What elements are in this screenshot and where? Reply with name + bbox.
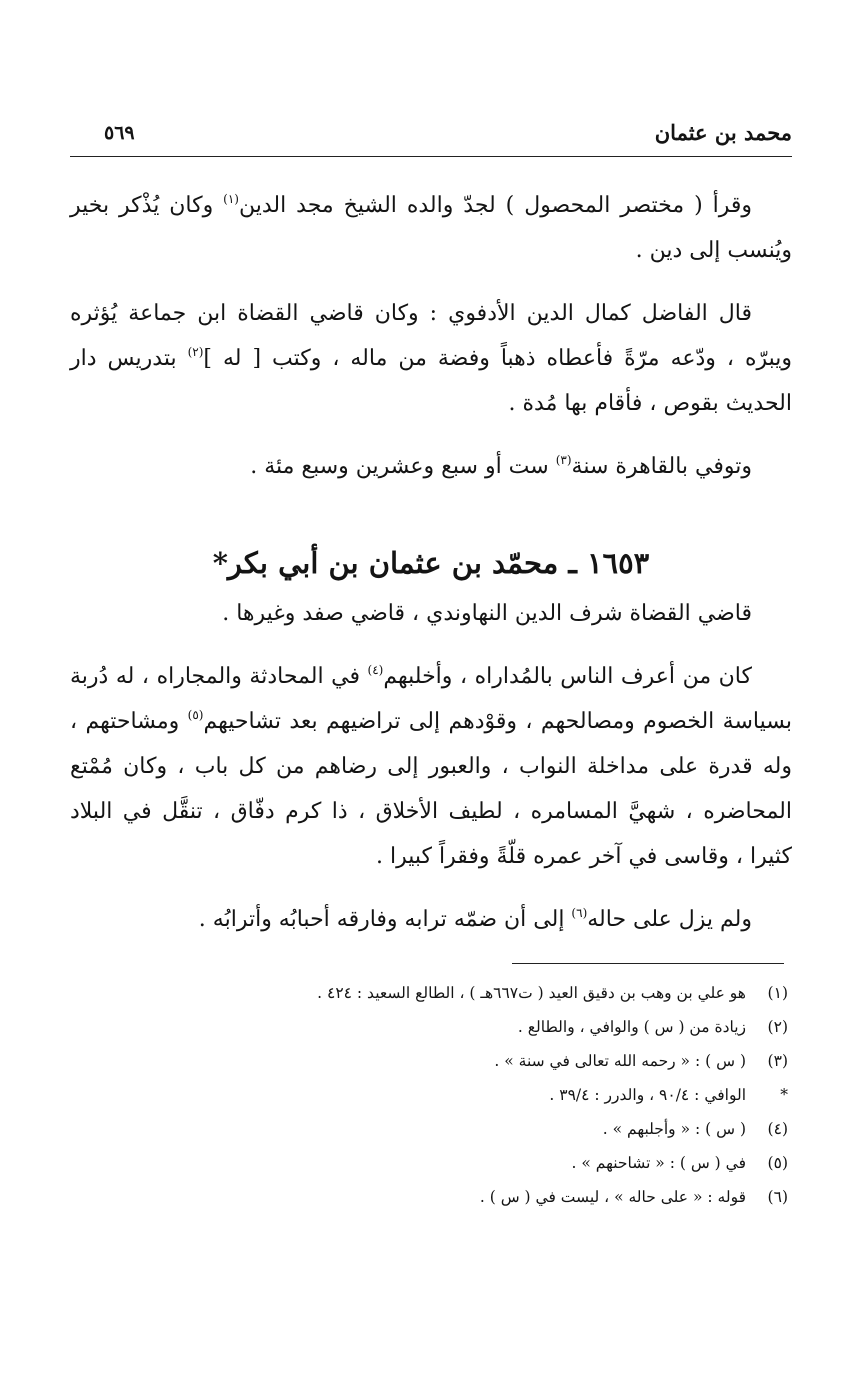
text-segment: بتدريس دار الحديث بقوص ، فأقام بها مُدة . — [70, 346, 792, 416]
footnote-marker: (٤) — [767, 1120, 788, 1138]
footnote-marker: (٢) — [767, 1018, 788, 1036]
footnote-marker: (١) — [767, 984, 788, 1002]
footnote-separator — [512, 963, 784, 964]
footnote-marker: (٣) — [767, 1052, 788, 1070]
footnote-text: في ( س ) : « تشاحنهم » . — [571, 1154, 746, 1172]
footnote-source — [70, 1078, 792, 1112]
footnote-marker: (٦) — [767, 1188, 788, 1206]
entry-title: ١٦٥٣ ـ محمّد بن عثمان بن أبي بكر — [227, 546, 650, 580]
text-segment: إلى أن ضمّه ترابه وفارقه أحبابُه وأترابُه . — [198, 907, 572, 932]
footnote-list — [70, 976, 792, 1214]
footnote-text: هو علي بن وهب بن دقيق العيد ( ت٦٦٧هـ ) ، الطالع السعيد : ٤٢٤ . — [317, 984, 746, 1002]
text-segment: ولم يزل على حاله — [587, 907, 752, 932]
text-segment: كان من أعرف الناس بالمُداراه ، وأخلبهم — [383, 664, 752, 689]
paragraph-continuation-2 — [70, 291, 792, 426]
page-header — [70, 118, 792, 157]
footnote-ref-6: (٦) — [571, 906, 588, 920]
footnote-ref-2: (٢) — [187, 345, 204, 359]
text-segment: قال الفاضل كمال الدين الأدفوي : وكان قاضي القضاة ابن جماعة يُؤثره ويبرّه ، ودّعه مرّةً فأعطاه ذهباً وفضة من ماله ، وكتب [ له ] — [70, 301, 793, 371]
text-segment: في المحادثة والمجاراه ، له دُربة بسياسة الخصوم ومصالحهم ، وقوْدهم إلى تراضيهم بعد تشاحيهم — [70, 664, 792, 734]
footnote-3 — [70, 1044, 792, 1078]
text-segment: ست أو سبع وعشرين وسبع مئة . — [250, 454, 556, 479]
footnote-6 — [70, 1180, 792, 1214]
entry-paragraph-1: قاضي القضاة شرف الدين النهاوندي ، قاضي صفد وغيرها . — [222, 601, 752, 626]
running-title: محمد بن عثمان — [654, 120, 792, 145]
footnote-marker: (٥) — [767, 1154, 788, 1172]
entry-paragraph-3 — [70, 897, 792, 942]
footnote-text: قوله : « على حاله » ، ليست في ( س ) . — [479, 1188, 746, 1206]
paragraph-continuation-1 — [70, 183, 792, 273]
text-segment: ومشاحتهم ، وله قدرة على مداخلة النواب ، والعبور إلى رضاهم من كل باب ، وكان مُمْتع المحاضره ، شهيَّ المسامره ، لطيف الأخلاق ، ذا كرم دفّاق ، تنقَّل في البلاد كثيرا ، وقاسى في آخر عمره قلّةً وفقراً كبيرا . — [70, 709, 792, 869]
footnote-text: ( س ) : « رحمه الله تعالى في سنة » . — [494, 1052, 746, 1070]
footnote-ref-1: (١) — [223, 192, 239, 206]
footnote-text: الوافي : ٩٠/٤ ، والدرر : ٣٩/٤ . — [549, 1086, 746, 1104]
page-number: ٥٦٩ — [104, 122, 135, 144]
footnotes-section — [70, 963, 792, 1214]
paragraph-continuation-3 — [70, 444, 792, 489]
footnote-4 — [70, 1112, 792, 1146]
entry-paragraph-2 — [70, 654, 792, 879]
footnote-marker: * — [780, 1086, 788, 1104]
main-text — [70, 183, 792, 942]
text-segment: وقرأ ( مختصر المحصول ) لجدّ والده الشيخ مجد الدين — [238, 193, 752, 218]
text-segment: وكان يُذْكر بخير ويُنسب إلى دين . — [70, 193, 792, 263]
footnote-text: ( س ) : « وأجلبهم » . — [602, 1120, 746, 1138]
footnote-ref-5: (٥) — [187, 708, 204, 722]
footnote-5 — [70, 1146, 792, 1180]
entry-heading — [70, 541, 792, 585]
footnote-1 — [70, 976, 792, 1010]
footnote-text: زيادة من ( س ) والوافي ، والطالع . — [517, 1018, 746, 1036]
footnote-ref-3: (٣) — [555, 453, 572, 467]
book-page — [70, 118, 793, 1206]
footnote-2 — [70, 1010, 792, 1044]
entry-source-mark: * — [212, 546, 228, 580]
text-segment: وتوفي بالقاهرة سنة — [571, 454, 752, 479]
footnote-ref-4: (٤) — [367, 663, 384, 677]
